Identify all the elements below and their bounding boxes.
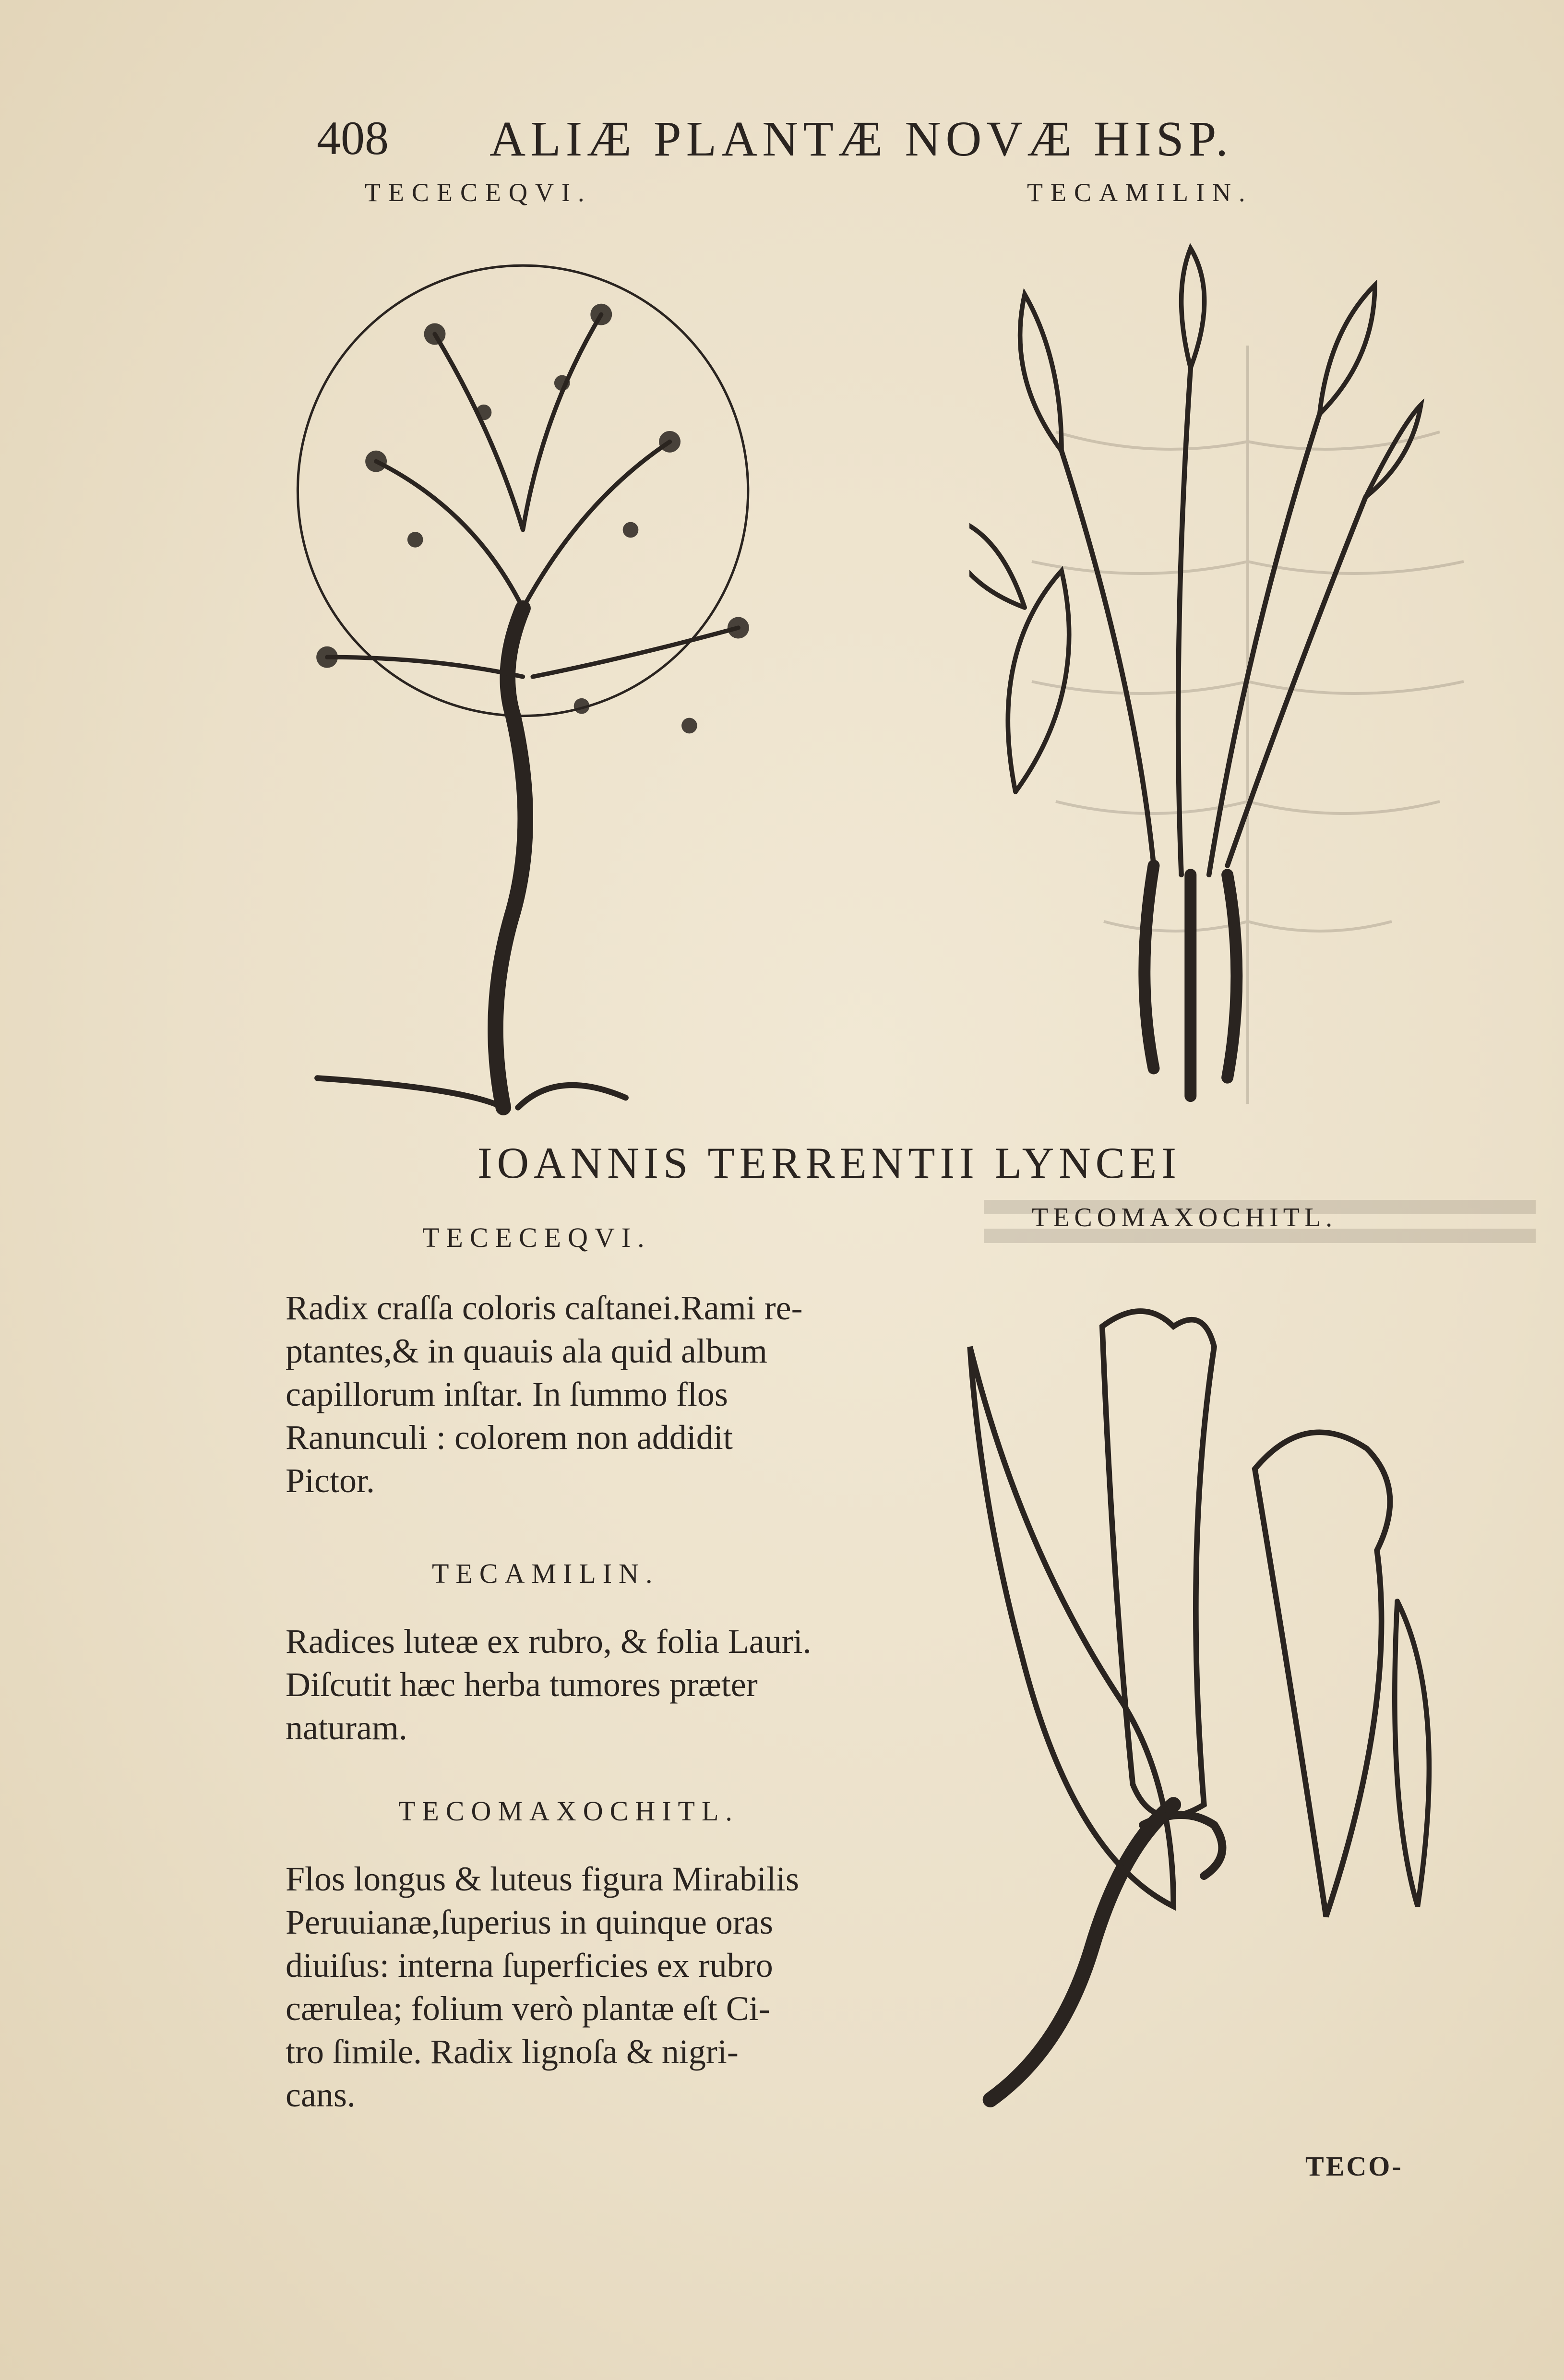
catchword: TECO- bbox=[1305, 2151, 1403, 2182]
tecamilin-woodcut-illustration bbox=[969, 230, 1430, 1123]
figure-caption-tecomaxochitl: TECOMAXOCHITL. bbox=[1032, 1203, 1337, 1232]
author-heading: IOANNIS TERRENTII LYNCEI bbox=[478, 1138, 1181, 1187]
section-text-tececeqvi: Radix craſſa coloris caſtanei.Rami re- ptantes,& in quauis ala quid album capillorum inſtar. In ſummo flos Ranunculi : colorem non addidit Pictor. bbox=[286, 1289, 803, 1500]
section-text-tecamilin: Radices luteæ ex rubro, & folia Lauri. Diſcutit hæc herba tumores præter naturam. bbox=[286, 1622, 812, 1747]
section-title-tecamilin: TECAMILIN. bbox=[432, 1558, 659, 1589]
tecomaxochitl-woodcut-illustration bbox=[960, 1296, 1468, 2141]
figure-caption-tececeqvi: TECECEQVI. bbox=[365, 178, 592, 207]
section-title-tececeqvi: TECECEQVI. bbox=[422, 1222, 651, 1253]
section-text-tecomaxochitl: Flos longus & luteus figura Mirabilis Peruuianæ,ſuperius in quinque oras diuiſus: interna ſuperficies ex rubro cærulea; folium verò plantæ eſt Ci- tro ſimile. Radix lignoſa & nigri- cans. bbox=[286, 1860, 799, 2114]
running-head: ALIÆ PLANTÆ NOVÆ HISP. bbox=[489, 111, 1233, 167]
tececeqvi-woodcut-illustration bbox=[288, 230, 777, 1123]
figure-caption-tecamilin: TECAMILIN. bbox=[1027, 178, 1253, 207]
section-title-tecomaxochitl: TECOMAXOCHITL. bbox=[398, 1795, 739, 1827]
page-number: 408 bbox=[317, 111, 389, 165]
